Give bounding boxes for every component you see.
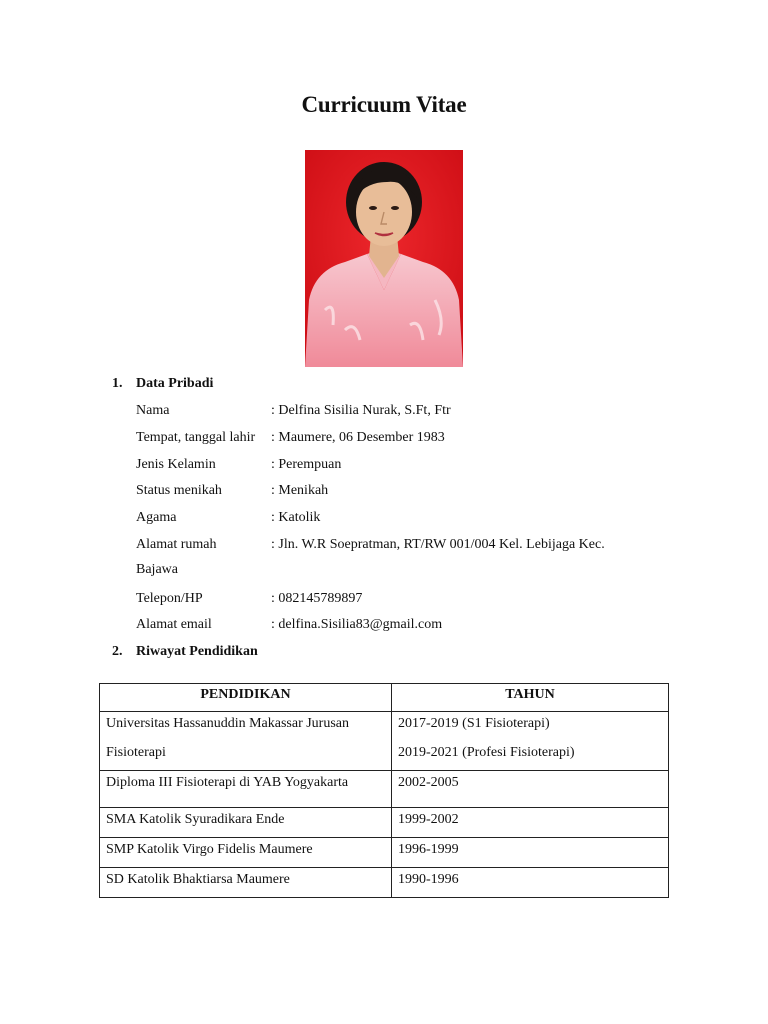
field-label: Alamat email — [136, 617, 212, 632]
table-header-row — [100, 684, 669, 712]
year-line: 2019-2021 (Profesi Fisioterapi) — [398, 745, 575, 760]
field-value: : 082145789897 — [271, 591, 363, 606]
table-row — [100, 712, 669, 771]
field-row-address — [136, 535, 656, 555]
column-header: TAHUN — [392, 684, 669, 712]
field-label: Status menikah — [136, 483, 222, 498]
table-row — [100, 838, 669, 868]
year-cell — [392, 838, 669, 868]
year-line: 2017-2019 (S1 Fisioterapi) — [398, 716, 550, 731]
field-value: : Delfina Sisilia Nurak, S.Ft, Ftr — [271, 403, 451, 418]
field-row-gender — [136, 455, 656, 475]
field-value: : Katolik — [271, 510, 321, 525]
field-value: : delfina.Sisilia83@gmail.com — [271, 617, 443, 632]
field-value: : Perempuan — [271, 457, 342, 472]
section-title: Data Pribadi — [136, 376, 214, 391]
field-row-marital — [136, 481, 656, 501]
year-line: 1990-1996 — [398, 872, 459, 887]
profile-photo — [305, 150, 463, 367]
section-number: 1. — [112, 376, 123, 391]
field-label: Telepon/HP — [136, 591, 203, 606]
field-value: : Menikah — [271, 483, 329, 498]
school-text: Universitas Hassanuddin Makassar Jurusan — [106, 716, 350, 731]
section-education-heading — [112, 644, 258, 660]
field-value: : Maumere, 06 Desember 1983 — [271, 430, 445, 445]
table-row — [100, 868, 669, 898]
document-title: Curricuum Vitae — [301, 92, 467, 117]
year-line: 1996-1999 — [398, 842, 459, 857]
year-line: 1999-2002 — [398, 812, 459, 827]
portrait-photo-icon — [305, 150, 463, 367]
education-table — [99, 683, 669, 898]
year-cell — [392, 808, 669, 838]
school-line: SD Katolik Bhaktiarsa Maumere — [106, 872, 290, 887]
section-title: Riwayat Pendidikan — [136, 644, 258, 659]
school-line: SMA Katolik Syuradikara Ende — [106, 812, 285, 827]
field-label: Nama — [136, 403, 170, 418]
school-cell — [100, 712, 392, 771]
school-cell — [100, 868, 392, 898]
table-row — [100, 808, 669, 838]
year-cell — [392, 712, 669, 771]
field-row-name — [136, 401, 656, 421]
field-label: Jenis Kelamin — [136, 457, 216, 472]
year-cell — [392, 771, 669, 808]
year-line: 2002-2005 — [398, 775, 459, 790]
year-cell — [392, 868, 669, 898]
address-continued: Bajawa — [136, 562, 178, 577]
field-label: Agama — [136, 510, 177, 525]
school-line — [106, 712, 385, 741]
field-row-birth — [136, 428, 656, 448]
school-cell — [100, 808, 392, 838]
field-row-religion — [136, 508, 656, 528]
school-cell — [100, 838, 392, 868]
field-row-phone — [136, 589, 656, 609]
field-value: : Jln. W.R Soepratman, RT/RW 001/004 Kel. Lebijaga Kec. — [271, 537, 605, 552]
section-personal-data-heading — [112, 376, 213, 392]
school-line: Diploma III Fisioterapi di YAB Yogyakarta — [106, 775, 349, 790]
field-label: Tempat, tanggal lahir — [136, 430, 256, 445]
table-row — [100, 771, 669, 808]
school-line: Fisioterapi — [106, 745, 166, 760]
field-row-email — [136, 615, 656, 635]
field-label: Alamat rumah — [136, 537, 217, 552]
section-number: 2. — [112, 644, 123, 659]
school-cell — [100, 771, 392, 808]
column-header: PENDIDIKAN — [100, 684, 392, 712]
school-line: SMP Katolik Virgo Fidelis Maumere — [106, 842, 313, 857]
